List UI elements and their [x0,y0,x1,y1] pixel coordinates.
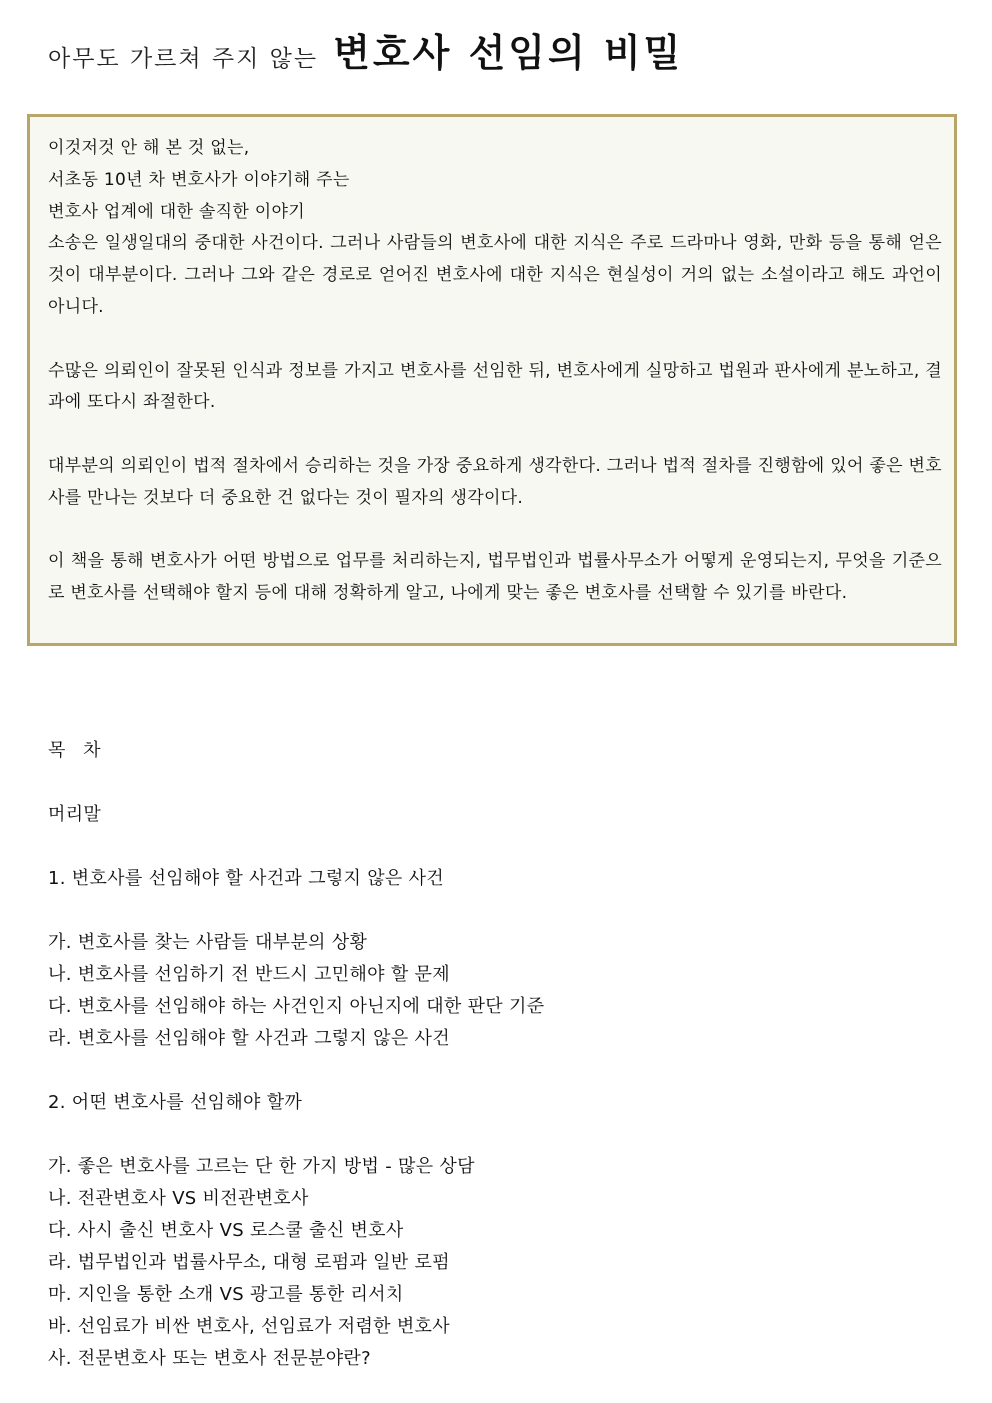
toc-item: 라. 변호사를 선임해야 할 사건과 그렇지 않은 사건 [48,1028,450,1049]
book-title [48,22,948,82]
table-of-contents [48,735,948,1375]
toc-item: 바. 선임료가 비싼 변호사, 선임료가 저렴한 변호사 [48,1316,450,1337]
toc-heading: 목 차 [48,740,107,761]
intro-paragraph: 수많은 의뢰인이 잘못된 인식과 정보를 가지고 변호사를 선임한 뒤, 변호사에게 실망하고 법원과 판사에게 분노하고, 결과에 또다시 좌절한다. [48,360,942,413]
intro-paragraph: 소송은 일생일대의 중대한 사건이다. 그러나 사람들의 변호사에 대한 지식은 주로 드라마나 영화, 만화 등을 통해 얻은 것이 대부분이다. 그러나 그와 같은 경로로 얻어진 변호사에 대한 지식은 현실성이 거의 없는 소설이라고 해도 과언이 아니다. [48,233,942,317]
intro-line: 변호사 업계에 대한 솔직한 이야기 [48,201,305,222]
toc-chapter-1-title: 1. 변호사를 선임해야 할 사건과 그렇지 않은 사건 [48,868,444,889]
toc-preface: 머리말 [48,804,102,825]
intro-paragraph: 대부분의 의뢰인이 법적 절차에서 승리하는 것을 가장 중요하게 생각한다. 그러나 법적 절차를 진행함에 있어 좋은 변호사를 만나는 것보다 더 중요한 건 없다는 것이 필자의 생각이다. [48,455,942,508]
intro-paragraph: 이 책을 통해 변호사가 어떤 방법으로 업무를 처리하는지, 법무법인과 법률사무소가 어떻게 운영되는지, 무엇을 기준으로 변호사를 선택해야 할지 등에 대해 정확하게 알고, 나에게 맞는 좋은 변호사를 선택할 수 있기를 바란다. [48,551,942,604]
toc-item: 나. 변호사를 선임하기 전 반드시 고민해야 할 문제 [48,964,450,985]
book-subtitle: 아무도 가르쳐 주지 않는 [48,46,319,72]
intro-line: 서초동 10년 차 변호사가 이야기해 주는 [48,169,350,190]
toc-item: 가. 좋은 변호사를 고르는 단 한 가지 방법 - 많은 상담 [48,1156,475,1177]
toc-item: 가. 변호사를 찾는 사람들 대부분의 상황 [48,932,368,953]
intro-line: 이것저것 안 해 본 것 없는, [48,138,250,158]
toc-item: 나. 전관변호사 VS 비전관변호사 [48,1188,309,1209]
toc-item: 다. 사시 출신 변호사 VS 로스쿨 출신 변호사 [48,1220,404,1241]
toc-item: 라. 법무법인과 법률사무소, 대형 로펌과 일반 로펌 [48,1252,450,1273]
toc-item: 다. 변호사를 선임해야 하는 사건인지 아닌지에 대한 판단 기준 [48,996,545,1017]
toc-item: 사. 전문변호사 또는 변호사 전문분야란? [48,1348,371,1369]
toc-chapter-2-title: 2. 어떤 변호사를 선임해야 할까 [48,1092,303,1113]
book-main-title: 변호사 선임의 비밀 [333,31,684,75]
toc-item: 마. 지인을 통한 소개 VS 광고를 통한 리서치 [48,1284,404,1305]
intro-box [27,114,957,646]
